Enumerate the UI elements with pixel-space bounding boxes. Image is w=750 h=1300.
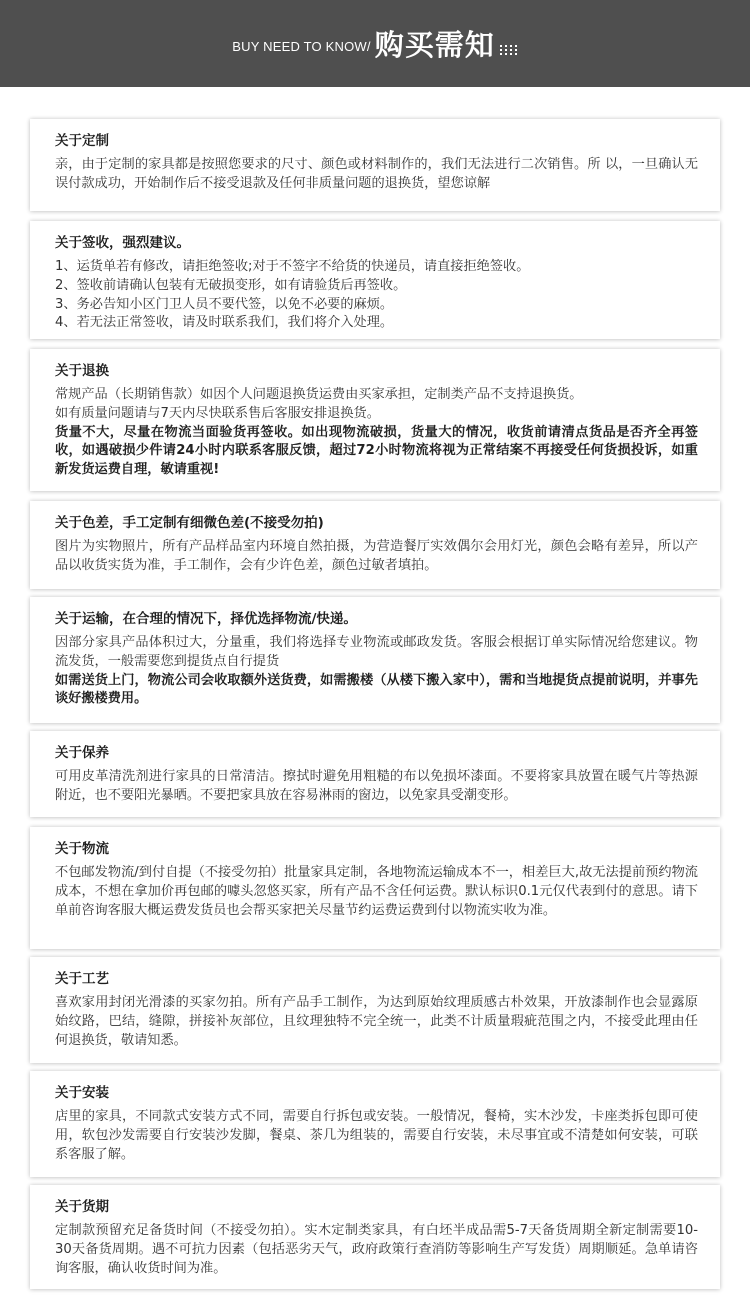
- section-paragraph: 3、务必告知小区门卫人员不要代签，以免不必要的麻烦。: [55, 296, 394, 312]
- section-title: 关于工艺: [55, 971, 109, 987]
- header-title-group: [232, 23, 518, 64]
- section-title: 关于退换: [55, 363, 109, 379]
- dots-grid-icon: [500, 45, 518, 55]
- section-body: [55, 864, 698, 920]
- section-title: 关于运输，在合理的情况下，择优选择物流/快递。: [55, 611, 357, 627]
- section-returns: [30, 349, 720, 491]
- section-body: [55, 994, 698, 1050]
- section-maintenance: [30, 731, 720, 817]
- section-installation: [30, 1071, 720, 1177]
- section-paragraph: 2、签收前请确认包装有无破损变形，如有请验货后再签收。: [55, 277, 407, 293]
- section-title: 关于保养: [55, 745, 109, 761]
- section-delivery-time: [30, 1185, 720, 1289]
- section-title: 关于定制: [55, 133, 109, 149]
- section-signing: [30, 221, 720, 339]
- section-title: 关于货期: [55, 1199, 109, 1215]
- section-paragraph: 图片为实物照片，所有产品样品室内环境自然拍摄，为营造餐厅实效偶尔会用灯光，颜色会略有差异，所以产品以收货实货为准，手工制作，会有少许色差，颜色过敏者填拍。: [55, 539, 698, 573]
- section-paragraph: 可用皮革清洗剂进行家具的日常清洁。擦拭时避免用粗糙的布以免损坏漆面。不要将家具放置在暖气片等热源附近，也不要阳光暴晒。不要把家具放在容易淋雨的窗边，以免家具受潮变形。: [55, 769, 698, 803]
- section-title: 关于色差，手工定制有细微色差(不接受勿拍): [55, 515, 324, 531]
- section-title: 关于签收，强烈建议。: [55, 235, 190, 251]
- page-header: [0, 0, 750, 87]
- header-english-title: BUY NEED TO KNOW/: [232, 39, 371, 54]
- section-paragraph: 如需送货上门，物流公司会收取额外送货费，如需搬楼（从楼下搬入家中），需和当地提货点提前说明，并事先谈好搬楼费用。: [55, 672, 698, 707]
- section-custom: [30, 119, 720, 211]
- section-body: [55, 156, 698, 194]
- section-paragraph: 如有质量问题请与7天内尽快联系售后客服安排退换货。: [55, 405, 380, 421]
- section-body: [55, 634, 698, 709]
- section-body: [55, 1222, 698, 1278]
- section-body: [55, 1108, 698, 1164]
- header-chinese-title: 购买需知: [374, 28, 495, 62]
- section-paragraph: 因部分家具产品体积过大，分量重，我们将选择专业物流或邮政发货。客服会根据订单实际情况给您建议。物流发货，一般需要您到提货点自行提货: [55, 635, 698, 669]
- section-paragraph: 定制款预留充足备货时间（不接受勿拍）。实木定制类家具，有白坯半成品需5-7天备货周期全新定制需要10-30天备货周期。遇不可抗力因素（包括恶劣天气，政府政策行查消防等影响生产写发货）周期顺延。急单请咨询客服，确认收货时间为准。: [55, 1223, 698, 1276]
- section-title: 关于安装: [55, 1085, 109, 1101]
- section-body: [55, 768, 698, 806]
- section-paragraph: 常规产品（长期销售款）如因个人问题退换货运费由买家承担，定制类产品不支持退换货。: [55, 387, 583, 402]
- section-paragraph: 喜欢家用封闭光滑漆的买家勿拍。所有产品手工制作，为达到原始纹理质感古朴效果，开放漆制作也会显露原始纹路，巴结，缝隙，拼接补灰部位，且纹理独特不完全统一，此类不计质量瑕疵范围之内，不接受此理由任何退换货，敬请知悉。: [55, 995, 698, 1048]
- section-body: [55, 386, 698, 480]
- section-body: [55, 538, 698, 576]
- section-color-difference: [30, 501, 720, 589]
- section-paragraph: 店里的家具，不同款式安装方式不同，需要自行拆包或安装。一般情况，餐椅，实木沙发，卡座类拆包即可使用，软包沙发需要自行安装沙发脚，餐桌、茶几为组装的，需要自行安装，未尽事宜或不清楚如何安装，可联系客服了解。: [55, 1109, 698, 1162]
- section-paragraph: 1、运货单若有修改，请拒绝签收;对于不签字不给货的快递员，请直接拒绝签收。: [55, 259, 530, 274]
- section-body: [55, 258, 698, 333]
- section-paragraph: 不包邮发物流/到付自提（不接受勿拍）批量家具定制，各地物流运输成本不一，相差巨大,故无法提前预约物流成本，不想在拿加价再包邮的噱头忽悠买家，所有产品不含任何运费。默认标识0.1元仅代表到付的意思。请下单前咨询客服大概运费发货员也会帮买家把关尽量节约运费运费到付以物流实收为准。: [55, 865, 698, 918]
- section-paragraph: 4、若无法正常签收，请及时联系我们，我们将介入处理。: [55, 315, 394, 331]
- section-transport: [30, 597, 720, 723]
- section-craft: [30, 957, 720, 1063]
- section-logistics: [30, 827, 720, 949]
- section-paragraph: 货量不大，尽量在物流当面验货再签收。如出现物流破损，货量大的情况，收货前请清点货品是否齐全再签收，如遇破损少件请24小时内联系客服反馈，超过72小时物流将视为正常结案不再接受任何货损投诉，如重新发货运费自理，敏请重视!: [55, 424, 698, 478]
- section-paragraph: 亲，由于定制的家具都是按照您要求的尺寸、颜色或材料制作的，我们无法进行二次销售。所 以，一旦确认无误付款成功，开始制作后不接受退款及任何非质量问题的退换货，望您谅解: [55, 157, 698, 191]
- section-title: 关于物流: [55, 841, 109, 857]
